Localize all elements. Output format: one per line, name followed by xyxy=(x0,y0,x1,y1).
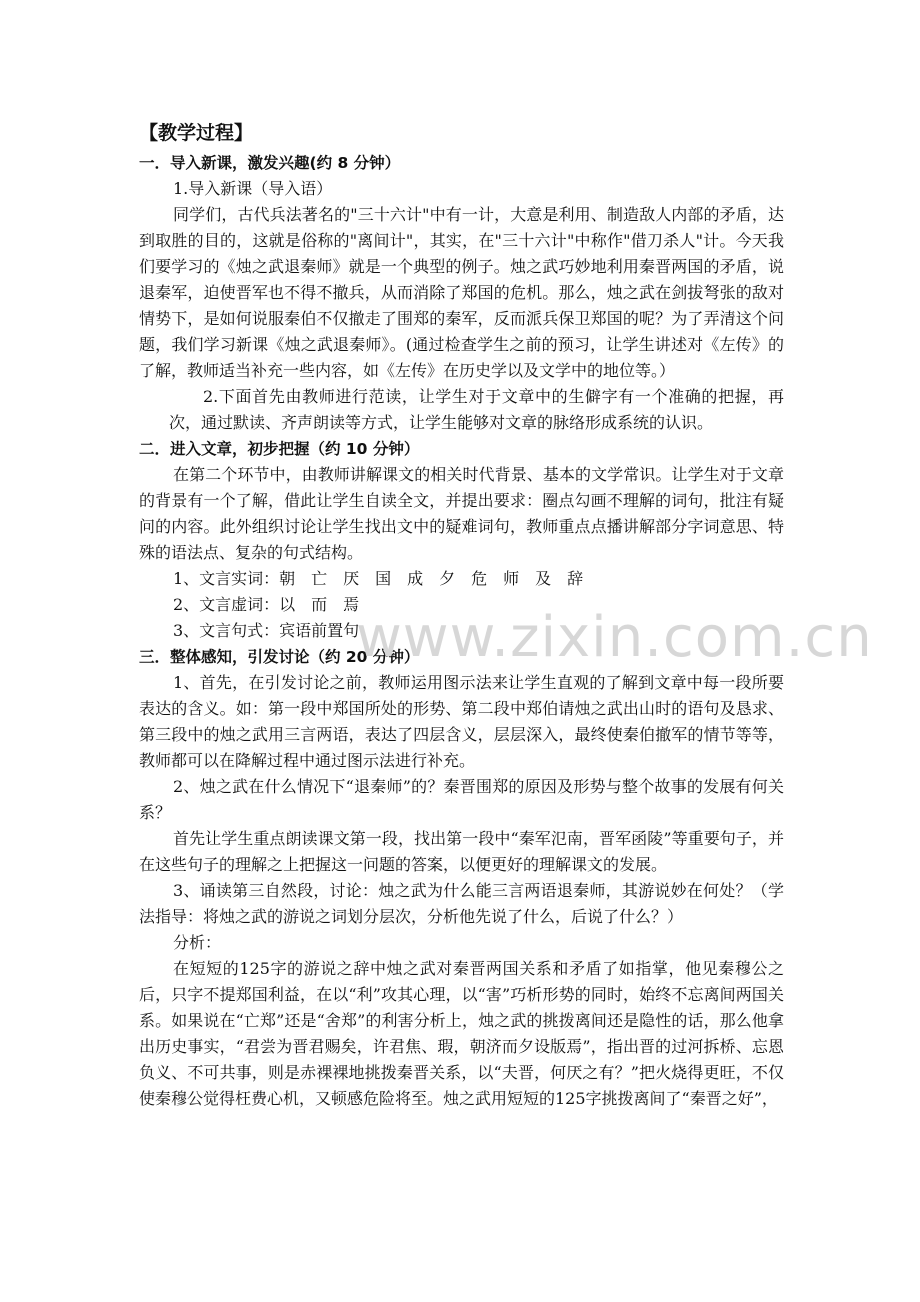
section-1-title: 一．导入新课，激发兴趣(约 8 分钟） xyxy=(139,154,401,172)
section-2-paragraph-1: 在第二个环节中，由教师讲解课文的相关时代背景、基本的文学常识。让学生对于文章的背景有一个了解，借此让学生自读全文，并提出要求：圈点勾画不理解的词句，批注有疑问的内容。此外组织讨论让学生找出文中的疑难词句，教师重点点播讲解部分字词意思、特殊的语法点、复杂的句式结构。 xyxy=(139,465,784,562)
section-1-paragraph-1: 同学们，古代兵法著名的"三十六计"中有一计，大意是利用、制造敌人内部的矛盾，达到取胜的目的，这就是俗称的"离间计"，其实，在"三十六计"中称作"借刀杀人"计。今天我们要学习的《烛之武退秦师》就是一个典型的例子。烛之武巧妙地利用秦晋两国的矛盾，说退秦军，迫使晋军也不得不撤兵，从而消除了郑国的危机。那么，烛之武在剑拔弩张的敌对情势下，是如何说服秦伯不仅撤走了围郑的秦军，反而派兵保卫郑国的呢？为了弄清这个问题，我们学习新课《烛之武退秦师》。(通过检查学生之前的预习，让学生讲述对《左传》的了解，教师适当补充一些内容，如《左传》在历史学以及文学中的地位等。） xyxy=(139,205,784,380)
section-3-paragraph-5: 分析： xyxy=(173,933,222,952)
section-2-list-item-1: 1、文言实词：朝 亡 厌 国 成 夕 危 师 及 辞 xyxy=(173,569,584,588)
section-2-list-item-3: 3、文言句式：宾语前置句 xyxy=(173,621,360,640)
section-2-title: 二．进入文章，初步把握（约 10 分钟） xyxy=(139,440,420,458)
watermark: www.zixin.com.cn xyxy=(356,605,873,670)
section-3-paragraph-6: 在短短的125字的游说之辞中烛之武对秦晋两国关系和矛盾了如指掌，他见秦穆公之后，只字不提郑国利益，在以“利”攻其心理，以“害”巧析形势的同时，始终不忘离间两国关系。如果说在“亡郑”还是“舍郑”的利害分析上，烛之武的挑拨离间还是隐性的话，那么他拿出历史事实，“君尝为晋君赐矣，许君焦、瑕，朝济而夕设版焉”，指出晋的过河拆桥、忘恩负义、不可共事，则是赤裸裸地挑拨秦晋关系，以“夫晋，何厌之有？”把火烧得更旺，不仅使秦穆公觉得枉费心机，又顿感危险将至。烛之武用短短的125字挑拨离间了“秦晋之好”， xyxy=(139,959,784,1108)
section-3-paragraph-4: 3、诵读第三自然段，讨论：烛之武为什么能三言两语退秦师，其游说妙在何处？（学法指导：将烛之武的游说之词划分层次，分析他先说了什么，后说了什么？） xyxy=(139,881,784,926)
section-1-paragraph-2: 2.下面首先由教师进行范读，让学生对于文章中的生僻字有一个准确的把握，再次，通过默读、齐声朗读等方式，让学生能够对文章的脉络形成系统的认识。 xyxy=(169,387,784,432)
section-3-title: 三．整体感知，引发讨论（约 20 分钟） xyxy=(139,648,420,666)
section-3-paragraph-2: 2、烛之武在什么情况下“退秦师”的？秦晋围郑的原因及形势与整个故事的发展有何关系？ xyxy=(139,777,784,822)
section-2-list-item-2: 2、文言虚词：以 而 焉 xyxy=(173,595,360,614)
section-3-paragraph-3: 首先让学生重点朗读课文第一段，找出第一段中“秦军氾南，晋军函陵”等重要句子，并在这些句子的理解之上把握这一问题的答案，以便更好的理解课文的发展。 xyxy=(139,829,784,874)
section-3-paragraph-1: 1、首先，在引发讨论之前，教师运用图示法来让学生直观的了解到文章中每一段所要表达的含义。如：第一段中郑国所处的形势、第二段中郑伯请烛之武出山时的语句及恳求、第三段中的烛之武用三言两语，表达了四层含义，层层深入，最终使秦伯撤军的情节等等，教师都可以在降解过程中通过图示法进行补充。 xyxy=(139,673,784,770)
page-title: 【教学过程】 xyxy=(139,122,254,144)
section-1-subheading: 1.导入新课（导入语） xyxy=(173,179,333,198)
